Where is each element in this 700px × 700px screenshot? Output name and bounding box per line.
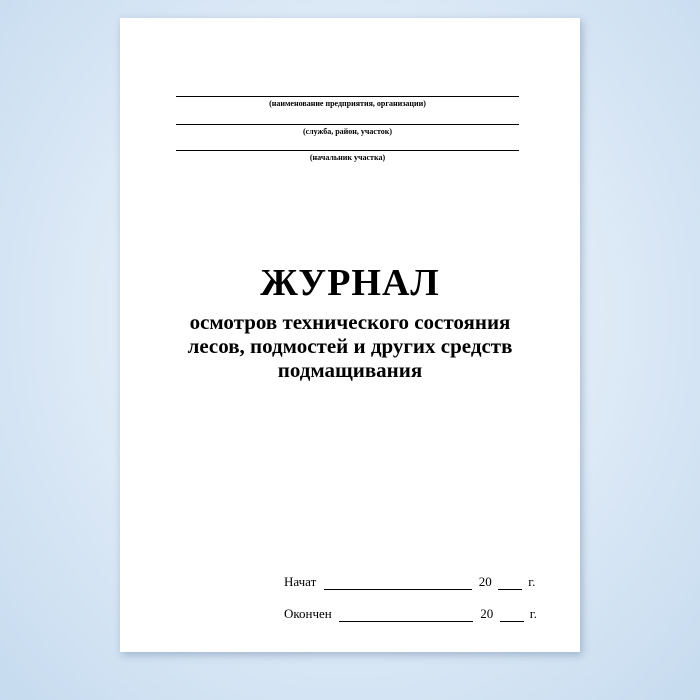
service-caption: (служба, район, участок)	[302, 127, 393, 136]
end-year-suffix: г.	[529, 606, 537, 621]
subtitle-line-2: лесов, подмостей и других средств	[187, 334, 513, 358]
start-year-blank[interactable]	[498, 577, 522, 590]
journal-title: ЖУРНАЛ	[260, 262, 440, 304]
service-line[interactable]	[176, 124, 519, 125]
start-year-prefix: 20	[478, 574, 492, 589]
start-date-blank[interactable]	[324, 577, 472, 590]
chief-caption: (начальник участка)	[309, 153, 386, 162]
chief-line[interactable]	[176, 150, 519, 151]
subtitle-line-3: подмащивания	[277, 358, 423, 382]
end-date-row	[284, 606, 537, 622]
journal-cover-page	[120, 18, 580, 652]
start-date-row	[284, 574, 535, 590]
organization-line[interactable]	[176, 96, 519, 97]
end-year-blank[interactable]	[500, 609, 524, 622]
end-label: Окончен	[284, 606, 332, 621]
start-label: Начат	[284, 574, 317, 589]
end-date-blank[interactable]	[339, 609, 473, 622]
end-year-prefix: 20	[480, 606, 494, 621]
organization-caption: (наименование предприятия, организации)	[269, 99, 426, 108]
start-year-suffix: г.	[528, 574, 536, 589]
subtitle-line-1: осмотров технического состояния	[189, 310, 511, 334]
